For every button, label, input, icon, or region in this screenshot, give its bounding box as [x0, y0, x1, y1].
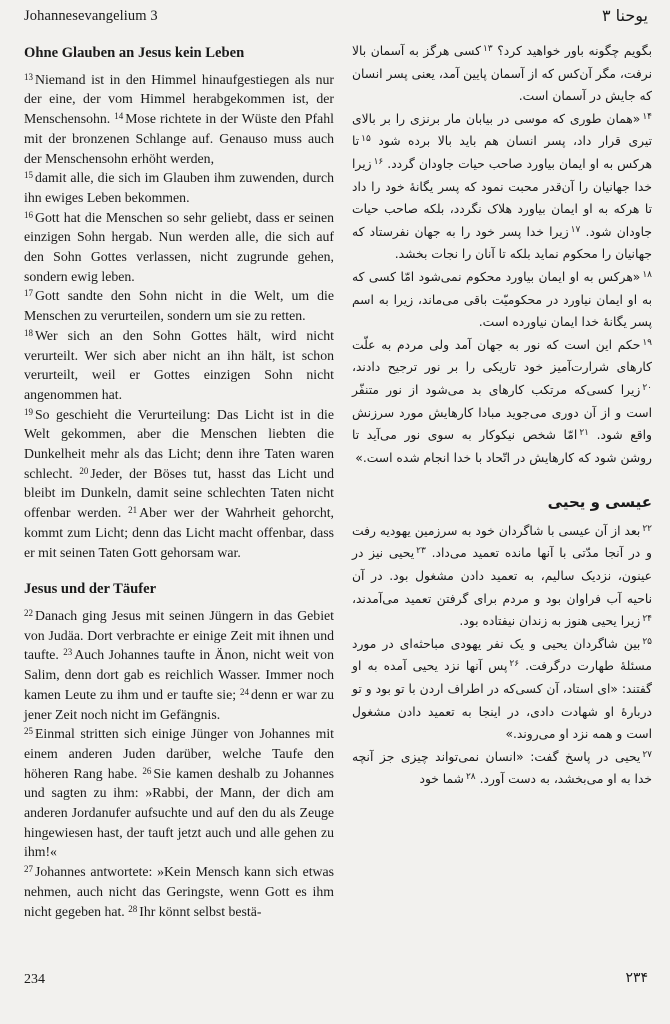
verse-text: Jeder, der Böses tut, hasst das Licht und bleibt im Dunkeln, damit seine schlechten Taten nicht offenbar werden. — [24, 465, 334, 521]
verse-text: پس آنها نزد یحیی آمده به او گفتند: «ای استاد، آن کسی‌که در اطراف اردن با تو بود و تو دربارهٔ او شهادت دادی، در اینجا به تعمید دادن مشغول است و همه نزد او می‌روند.» — [352, 659, 652, 742]
verse-text: بگویم چگونه باور خواهید کرد؟ — [497, 44, 652, 58]
verse-number: 28 — [128, 903, 138, 914]
verse-text: denn er war zu jener Zeit noch nicht im Gefängnis. — [24, 686, 334, 722]
verse-number: 22 — [24, 607, 33, 618]
verse-text: بین شاگردان یحیی و یک نفر یهودی مباحثه‌ای در مورد مسئلهٔ طهارت درگرفت. — [352, 636, 652, 674]
persian-passage-2 — [352, 520, 652, 791]
verse-number: ۲۲ — [642, 523, 652, 534]
verse-text: «همان طوری که موسی در بیابان مار برنزی را بر بالای تیری قرار داد، پسر انسان هم باید بالا برده شود — [352, 111, 652, 149]
verse-number: ۱۹ — [642, 337, 652, 348]
verse-number: ۱۶ — [373, 156, 384, 167]
verse-text: زیرا کسی‌که مرتکب کارهای بد می‌شود از نور متنفّر است و از آن دوری می‌جوید مبادا کارهایش مورد سرزنش واقع شود. — [352, 382, 652, 443]
section-heading-jesus-and-john: عیسی و یحیی — [547, 493, 652, 512]
german-passage-1 — [24, 70, 334, 563]
verse-number: ۲۴ — [642, 614, 652, 625]
verse — [24, 328, 334, 402]
verse-number: ۲۵ — [642, 636, 652, 647]
verse-number: 25 — [24, 726, 33, 737]
verse-number: 21 — [128, 505, 138, 516]
verse-number: 15 — [24, 170, 33, 181]
verse-number: ۲۱ — [579, 428, 589, 439]
section-heading-no-life-without-faith: Ohne Glauben an Jesus kein Leben — [24, 45, 245, 61]
verse-text: Danach ging Jesus mit seinen Jüngern in das Gebiet von Judäa. Dort verbrachte er einige Zeit mit ihnen und taufte. — [24, 607, 334, 663]
verse-text: یحیی در پاسخ گفت: «انسان نمی‌تواند چیزی جز آنچه خدا به او می‌بخشد، به دست آورد. — [352, 749, 652, 787]
verse-number: ۱۳ — [482, 44, 493, 54]
verse-number: ۱۷ — [570, 224, 581, 235]
verse-text: Aber wer der Wahrheit gehorcht, kommt zum Licht; denn das Licht macht offenbar, dass er mit seinen Taten Gott gehorsam war. — [24, 505, 334, 560]
verse-text: زیرا خدا جهانیان را آن‌قدر محبت نمود که پسر یگانهٔ خود را داد تا هرکه به او ایمان بیاورد هلاک نگردد، بلکه صاحب حیات جاودان شود. — [352, 156, 652, 239]
verse-text: Niemand ist in den Himmel hinaufgestiegen als nur der eine, der vom Himmel herabgekommen ist, der Menschensohn. — [24, 71, 334, 127]
verse-text: Sie kamen deshalb zu Johannes und sagten zu ihm: »Rabbi, der Mann, der dich am anderen Jordanufer aufsuchte und auf den du als Zeuge hingewiesen hast, der tauft jetzt auch und alle gehen zu ihm!« — [24, 765, 335, 860]
german-passage-2 — [24, 606, 334, 921]
persian-passage-1 — [352, 40, 652, 469]
verse-text: یحیی نیز در عینون، نزدیک سالیم، به تعمید دادن مشغول بود. در آن ناحیه آب فراوان بود و مردم برای گرفتن تعمید می‌آمدند، — [352, 546, 652, 606]
verse-text: تا هرکس به او ایمان بیاورد صاحب حیات جاودان گردد. — [352, 134, 652, 171]
verse-text: «هرکس به او ایمان بیاورد محکوم نمی‌شود امّا کسی که به او ایمان نیاورد در محکومیّت باقی می‌ماند، زیرا به اسم پسر یگانهٔ خدا ایمان نیاورده است. — [352, 269, 652, 330]
verse-text: حکم این است که نور به جهان آمد ولی مردم به علّت کارهای شرارت‌آمیز خود تاریکی را بر نور ترجیح دادند، — [352, 337, 652, 375]
verse-text: Ihr könnt selbst bestä- — [139, 903, 262, 919]
verse — [24, 210, 334, 284]
verse-number: 18 — [24, 327, 33, 338]
persian-column — [352, 40, 652, 791]
verse-number: ۱۵ — [361, 134, 371, 145]
running-head-persian: یوحنا ۳ — [602, 6, 648, 25]
verse — [352, 338, 652, 375]
german-column — [24, 44, 334, 921]
verse-text: شما خود — [419, 772, 464, 787]
verse-text: زیرا یحیی هنوز به زندان نیفتاده بود. — [459, 614, 641, 629]
verse-number: ۱۴ — [642, 111, 652, 122]
verse — [419, 772, 475, 786]
verse-text: Auch Johannes taufte in Änon, nicht weit von Salim, denn dort gab es reichlich Wasser. Immer noch kamen Leute zu ihm und er taufte sie; — [24, 647, 334, 702]
verse-number: 17 — [24, 288, 33, 299]
verse-number: ۲۳ — [416, 546, 426, 557]
section-heading-jesus-and-baptist: Jesus und der Täufer — [24, 581, 157, 598]
verse — [352, 112, 652, 149]
verse-number: 13 — [24, 71, 33, 82]
verse-number: ۲۰ — [642, 382, 652, 393]
verse-text: امّا شخص نیکوکار به سوی نور می‌آید تا روشن شود که کارهایش در اتّحاد با خدا انجام شده است.» — [352, 428, 652, 465]
verse — [459, 614, 652, 628]
verse-text: Gott hat die Menschen so sehr geliebt, dass er seinen einzigen Sohn hergab. Nun werden alle, die sich auf den Sohn Gottes verlassen, nicht zugrunde gehen, sondern ewig leben. — [24, 209, 334, 284]
verse-number: ۲۷ — [642, 749, 652, 760]
verse-text: Einmal stritten sich einige Jünger von Johannes mit einem anderen Juden darüber, welche Taufe den höheren Rang habe. — [24, 726, 334, 781]
page-number-left: 234 — [24, 972, 45, 987]
verse — [24, 170, 334, 205]
verse-number: ۲۶ — [509, 659, 520, 670]
running-head-german: Johannesevangelium 3 — [24, 8, 158, 24]
verse-number: 19 — [24, 406, 33, 417]
verse — [128, 904, 261, 919]
verse-number: 24 — [240, 686, 249, 697]
verse-number: ۱۸ — [642, 269, 652, 280]
verse-number: 20 — [79, 465, 89, 476]
verse-text: زیرا خدا پسر خود را به جهان نفرستاد که جهانیان را محکوم نماید بلکه تا آنان را نجات بخشد. — [352, 224, 652, 262]
verse-number: 27 — [24, 864, 33, 875]
verse-number: 14 — [114, 111, 124, 122]
verse-text: Mose richtete in der Wüste den Pfahl mit der bronzenen Schlange auf. Genauso muss auch der Menschensohn erhöht werden, — [24, 111, 335, 166]
verse — [352, 750, 652, 787]
verse-number: 26 — [142, 765, 152, 776]
verse-text: بعد از آن عیسی با شاگردان خود به سرزمین یهودیه رفت و در آنجا مدّتی با آنها مانده تعمید می‌داد. — [352, 523, 652, 561]
verse-text: damit alle, die sich im Glauben ihm zuwenden, durch ihn ewiges Leben bekommen. — [24, 170, 334, 205]
verse — [352, 270, 652, 329]
verse-number: ۲۸ — [465, 772, 476, 783]
verse-text: So geschieht die Verurteilung: Das Licht ist in die Welt gekommen, aber die Menschen liebten die Dunkelheit mehr als das Licht; denn ihre Taten waren schlecht. — [24, 406, 334, 481]
verse-text: Johannes antwortete: »Kein Mensch kann sich etwas nehmen, auch nicht das Geringste, wenn Gott es ihm nicht gegeben hat. — [24, 864, 334, 919]
page-number-right: ۲۳۴ — [625, 970, 648, 986]
verse-number: 16 — [24, 209, 33, 220]
verse-text: Gott sandte den Sohn nicht in die Welt, um die Menschen zu verurteilen, sondern um sie zu retten. — [24, 288, 334, 324]
verse — [24, 288, 334, 323]
verse-text: کسی هرگز به آسمان بالا نرفت، مگر آن‌کس که از آسمان پایین آمد، یعنی پسر انسان که جایش در آسمان است. — [352, 44, 652, 104]
verse-number: 23 — [63, 647, 73, 658]
verse-text: Wer sich an den Sohn Gottes hält, wird nicht verurteilt. Wer sich aber nicht an ihn hält, ist schon verurteilt, weil er Gottes einzigen Sohn nicht angenommen hat. — [24, 327, 334, 402]
